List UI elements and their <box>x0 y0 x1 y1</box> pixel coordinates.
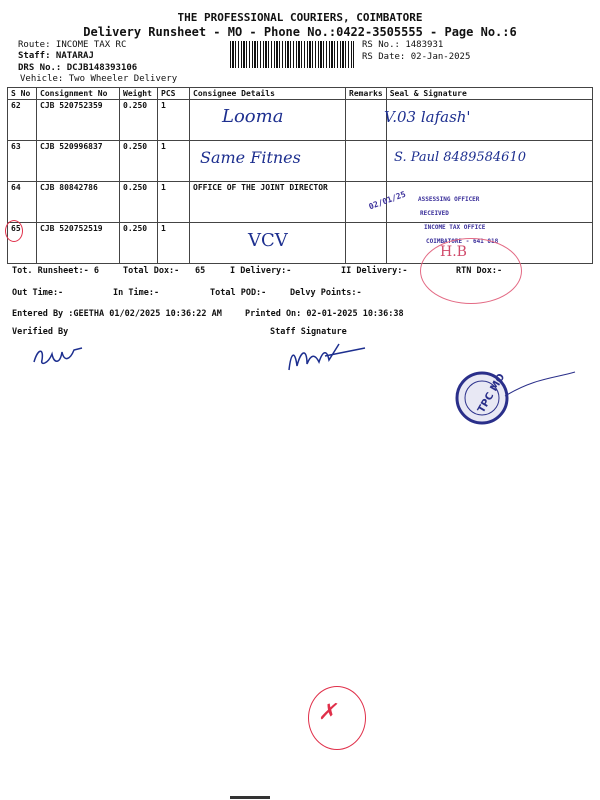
col-remarks: Remarks <box>346 88 387 100</box>
cell-remarks <box>346 141 387 182</box>
col-weight: Weight <box>120 88 158 100</box>
cell-consignment: CJB 80842786 <box>37 182 120 223</box>
vehicle: Vehicle: Two Wheeler Delivery <box>20 74 178 84</box>
ii-delivery: II Delivery:- <box>341 266 408 276</box>
tpc-round-stamp <box>455 368 595 428</box>
barcode <box>230 41 354 68</box>
stamp-initials: H.B <box>440 244 467 260</box>
cell-weight: 0.250 <box>120 223 158 264</box>
pink-circle-mark <box>308 686 366 750</box>
cell-consignment: CJB 520996837 <box>37 141 120 182</box>
cell-pcs: 1 <box>158 223 190 264</box>
company-name: THE PROFESSIONAL COURIERS, COIMBATORE <box>177 11 423 24</box>
cell-pcs: 1 <box>158 100 190 141</box>
out-time: Out Time:- <box>12 288 64 298</box>
col-seal: Seal & Signature <box>386 88 592 100</box>
staff-signature <box>285 340 370 376</box>
handwriting-consignee-63: Same Fitnes <box>200 148 301 167</box>
stamp-line-1: ASSESSING OFFICER <box>418 196 480 203</box>
total-dox-label: Total Dox:- <box>123 266 180 276</box>
col-consignment: Consignment No <box>37 88 120 100</box>
pink-mark-row65 <box>5 220 23 242</box>
in-time: In Time:- <box>113 288 160 298</box>
cell-weight: 0.250 <box>120 100 158 141</box>
cell-sno: 63 <box>8 141 37 182</box>
cell-sno: 62 <box>8 100 37 141</box>
cell-pcs: 1 <box>158 182 190 223</box>
table-row <box>8 182 593 223</box>
cell-remarks <box>346 223 387 264</box>
rtn-dox: RTN Dox:- <box>456 266 503 276</box>
cell-weight: 0.250 <box>120 141 158 182</box>
i-delivery: I Delivery:- <box>230 266 292 276</box>
verifier-signature <box>30 340 90 370</box>
runsheet-title: Delivery Runsheet - MO - Phone No.:0422-3505555 - Page No.:6 <box>83 25 517 39</box>
cell-weight: 0.250 <box>120 182 158 223</box>
tot-runsheet: Tot. Runsheet:- 6 <box>12 266 99 276</box>
stamp-line-2: RECEIVED <box>420 210 449 217</box>
staff: Staff: NATARAJ <box>18 51 94 61</box>
total-pod: Total POD:- <box>210 288 267 298</box>
total-dox-value: 65 <box>195 266 206 276</box>
pink-scribble: ✗ <box>318 700 337 725</box>
entered-by: Entered By :GEETHA 01/02/2025 10:36:22 AM <box>12 309 222 319</box>
handwriting-seal-63: S. Paul 8489584610 <box>394 150 526 165</box>
tpc-stamp-text: TPC MO <box>476 371 508 416</box>
handwriting-consignee-62: Looma <box>222 106 284 127</box>
table-row <box>8 100 593 141</box>
cell-consignment: CJB 520752359 <box>37 100 120 141</box>
printed-on: Printed On: 02-01-2025 10:36:38 <box>245 309 404 319</box>
table-header-row <box>8 88 593 100</box>
verified-by: Verified By <box>12 327 69 337</box>
handwriting-consignee-65: VCV <box>248 230 288 251</box>
staff-signature-label: Staff Signature <box>270 327 347 337</box>
rs-date: RS Date: 02-Jan-2025 <box>362 52 471 62</box>
cell-sno: 64 <box>8 182 37 223</box>
col-sno: S No <box>8 88 37 100</box>
stamp-line-4: COIMBATORE - 641 018 <box>426 238 499 245</box>
delvy-points: Delvy Points:- <box>290 288 362 298</box>
col-consignee: Consignee Details <box>190 88 346 100</box>
route: Route: INCOME TAX RC <box>18 40 127 50</box>
stamp-date: 02/01/25 <box>367 189 407 212</box>
rs-number: RS No.: 1483931 <box>362 40 444 50</box>
col-pcs: PCS <box>158 88 190 100</box>
bottom-edge-mark <box>230 796 270 799</box>
stamp-line-3: INCOME TAX OFFICE <box>424 224 486 231</box>
runsheet-table <box>7 87 593 264</box>
cell-remarks <box>346 100 387 141</box>
cell-consignment: CJB 520752519 <box>37 223 120 264</box>
drs-number: DRS No.: DCJB148393106 <box>18 63 138 73</box>
cell-pcs: 1 <box>158 141 190 182</box>
handwriting-seal-62: V.03 lafash' <box>384 108 471 126</box>
cell-sno: 65 <box>8 223 37 264</box>
cell-consignee: OFFICE OF THE JOINT DIRECTOR <box>190 182 346 223</box>
